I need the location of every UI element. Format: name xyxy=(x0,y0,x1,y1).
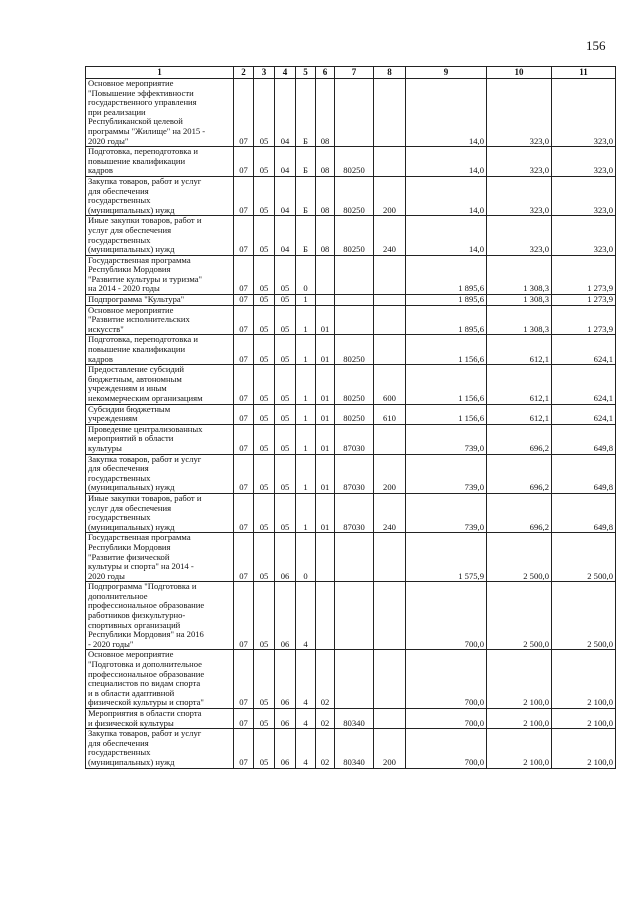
expense-code: 80340 xyxy=(335,729,374,768)
subsection-code: 05 xyxy=(254,216,275,255)
amount-col-11: 624,1 xyxy=(552,404,616,424)
subsection-code: 05 xyxy=(254,335,275,365)
expense-code xyxy=(335,255,374,294)
amount-col-11: 2 500,0 xyxy=(552,582,616,650)
subsection-code-2: 04 xyxy=(275,79,296,147)
subsection-code: 05 xyxy=(254,729,275,768)
amount-col-11: 2 100,0 xyxy=(552,729,616,768)
expense-code: 80250 xyxy=(335,365,374,404)
expense-code: 87030 xyxy=(335,424,374,454)
program-code: 1 xyxy=(296,365,316,404)
amount-col-11: 1 273,9 xyxy=(552,255,616,294)
amount-col-9: 1 156,6 xyxy=(406,404,487,424)
expense-code xyxy=(335,533,374,582)
row-name: Иные закупки товаров, работ и услуг для обеспечения государственных (муниципальных) нужд xyxy=(86,216,234,255)
row-name: Государственная программа Республики Мордовия "Развитие культуры и туризма" на 2014 - 2020 годы xyxy=(86,255,234,294)
event-code xyxy=(316,295,335,306)
expense-code xyxy=(335,650,374,709)
program-code: 1 xyxy=(296,295,316,306)
row-name: Основное мероприятие "Повышение эффективности государственного управления при реализации Республиканской целевой программы "Жилище" на 2015 - 2020 годы" xyxy=(86,79,234,147)
amount-col-10: 323,0 xyxy=(487,147,552,177)
type-code xyxy=(374,295,406,306)
amount-col-10: 1 308,3 xyxy=(487,255,552,294)
type-code xyxy=(374,709,406,729)
budget-table xyxy=(85,66,616,769)
row-name: Субсидии бюджетным учреждениям xyxy=(86,404,234,424)
event-code: 02 xyxy=(316,650,335,709)
type-code xyxy=(374,305,406,335)
event-code: 01 xyxy=(316,335,335,365)
section-code: 07 xyxy=(234,493,254,532)
amount-col-10: 2 100,0 xyxy=(487,729,552,768)
table-row xyxy=(86,454,616,493)
subsection-code-2: 04 xyxy=(275,176,296,215)
subsection-code-2: 06 xyxy=(275,582,296,650)
table-row xyxy=(86,79,616,147)
subsection-code-2: 05 xyxy=(275,295,296,306)
table-row xyxy=(86,305,616,335)
program-code: Б xyxy=(296,147,316,177)
section-code: 07 xyxy=(234,147,254,177)
column-header: 2 xyxy=(234,67,254,79)
subsection-code: 05 xyxy=(254,305,275,335)
program-code: 4 xyxy=(296,729,316,768)
type-code xyxy=(374,79,406,147)
expense-code xyxy=(335,305,374,335)
subsection-code-2: 05 xyxy=(275,424,296,454)
program-code: 1 xyxy=(296,454,316,493)
expense-code: 80250 xyxy=(335,147,374,177)
amount-col-11: 2 500,0 xyxy=(552,533,616,582)
expense-code xyxy=(335,79,374,147)
amount-col-9: 14,0 xyxy=(406,79,487,147)
amount-col-10: 2 100,0 xyxy=(487,650,552,709)
type-code: 240 xyxy=(374,216,406,255)
row-name: Подпрограмма "Подготовка и дополнительное профессиональное образование работников физкультурно- спортивных организаций Республики Мордовия" на 2016 - 2020 годы" xyxy=(86,582,234,650)
subsection-code: 05 xyxy=(254,533,275,582)
amount-col-11: 624,1 xyxy=(552,335,616,365)
subsection-code: 05 xyxy=(254,493,275,532)
program-code: 4 xyxy=(296,650,316,709)
amount-col-9: 1 156,6 xyxy=(406,335,487,365)
amount-col-11: 323,0 xyxy=(552,176,616,215)
subsection-code-2: 04 xyxy=(275,147,296,177)
type-code xyxy=(374,147,406,177)
subsection-code: 05 xyxy=(254,404,275,424)
type-code: 200 xyxy=(374,729,406,768)
subsection-code-2: 05 xyxy=(275,255,296,294)
event-code: 01 xyxy=(316,493,335,532)
subsection-code-2: 06 xyxy=(275,709,296,729)
event-code: 01 xyxy=(316,365,335,404)
program-code: 1 xyxy=(296,335,316,365)
program-code: 0 xyxy=(296,255,316,294)
program-code: 0 xyxy=(296,533,316,582)
amount-col-9: 14,0 xyxy=(406,216,487,255)
amount-col-11: 1 273,9 xyxy=(552,295,616,306)
section-code: 07 xyxy=(234,216,254,255)
column-header: 6 xyxy=(316,67,335,79)
amount-col-9: 14,0 xyxy=(406,176,487,215)
section-code: 07 xyxy=(234,709,254,729)
column-header: 4 xyxy=(275,67,296,79)
header-row xyxy=(86,67,616,79)
section-code: 07 xyxy=(234,305,254,335)
subsection-code: 05 xyxy=(254,295,275,306)
column-header: 5 xyxy=(296,67,316,79)
program-code: Б xyxy=(296,79,316,147)
amount-col-10: 1 308,3 xyxy=(487,295,552,306)
amount-col-9: 1 895,6 xyxy=(406,295,487,306)
program-code: Б xyxy=(296,176,316,215)
subsection-code: 05 xyxy=(254,255,275,294)
column-header: 11 xyxy=(552,67,616,79)
row-name: Подготовка, переподготовка и повышение квалификации кадров xyxy=(86,147,234,177)
row-name: Проведение централизованных мероприятий в области культуры xyxy=(86,424,234,454)
table-row xyxy=(86,493,616,532)
subsection-code: 05 xyxy=(254,454,275,493)
row-name: Предоставление субсидий бюджетным, автономным учреждениям и иным некоммерческим организациям xyxy=(86,365,234,404)
page-number: 156 xyxy=(586,38,606,53)
amount-col-11: 624,1 xyxy=(552,365,616,404)
type-code: 600 xyxy=(374,365,406,404)
row-name: Иные закупки товаров, работ и услуг для обеспечения государственных (муниципальных) нужд xyxy=(86,493,234,532)
row-name: Основное мероприятие "Подготовка и дополнительное профессиональное образование специалистов по видам спорта и в области адаптивной физической культуры и спорта" xyxy=(86,650,234,709)
event-code: 01 xyxy=(316,305,335,335)
table-row xyxy=(86,533,616,582)
amount-col-9: 739,0 xyxy=(406,493,487,532)
event-code xyxy=(316,582,335,650)
type-code: 200 xyxy=(374,454,406,493)
event-code xyxy=(316,533,335,582)
amount-col-10: 1 308,3 xyxy=(487,305,552,335)
amount-col-9: 700,0 xyxy=(406,729,487,768)
row-name: Подпрограмма "Культура" xyxy=(86,295,234,306)
amount-col-11: 323,0 xyxy=(552,216,616,255)
subsection-code-2: 04 xyxy=(275,216,296,255)
expense-code: 80250 xyxy=(335,216,374,255)
section-code: 07 xyxy=(234,404,254,424)
type-code xyxy=(374,582,406,650)
section-code: 07 xyxy=(234,533,254,582)
event-code: 08 xyxy=(316,216,335,255)
table-row xyxy=(86,255,616,294)
subsection-code-2: 05 xyxy=(275,335,296,365)
event-code: 01 xyxy=(316,424,335,454)
expense-code: 80250 xyxy=(335,404,374,424)
row-name: Закупка товаров, работ и услуг для обеспечения государственных (муниципальных) нужд xyxy=(86,729,234,768)
table-row xyxy=(86,404,616,424)
amount-col-11: 323,0 xyxy=(552,147,616,177)
section-code: 07 xyxy=(234,365,254,404)
amount-col-9: 1 575,9 xyxy=(406,533,487,582)
amount-col-9: 14,0 xyxy=(406,147,487,177)
expense-code: 80340 xyxy=(335,709,374,729)
section-code: 07 xyxy=(234,295,254,306)
row-name: Подготовка, переподготовка и повышение квалификации кадров xyxy=(86,335,234,365)
amount-col-10: 2 100,0 xyxy=(487,709,552,729)
section-code: 07 xyxy=(234,424,254,454)
amount-col-11: 2 100,0 xyxy=(552,650,616,709)
amount-col-11: 649,8 xyxy=(552,454,616,493)
type-code: 240 xyxy=(374,493,406,532)
amount-col-11: 649,8 xyxy=(552,424,616,454)
amount-col-10: 696,2 xyxy=(487,493,552,532)
program-code: 4 xyxy=(296,582,316,650)
column-header: 9 xyxy=(406,67,487,79)
subsection-code-2: 06 xyxy=(275,650,296,709)
row-name: Мероприятия в области спорта и физической культуры xyxy=(86,709,234,729)
subsection-code: 05 xyxy=(254,365,275,404)
amount-col-9: 700,0 xyxy=(406,582,487,650)
section-code: 07 xyxy=(234,729,254,768)
type-code xyxy=(374,255,406,294)
amount-col-9: 700,0 xyxy=(406,650,487,709)
event-code: 08 xyxy=(316,147,335,177)
amount-col-11: 1 273,9 xyxy=(552,305,616,335)
amount-col-9: 700,0 xyxy=(406,709,487,729)
table-row xyxy=(86,709,616,729)
amount-col-9: 739,0 xyxy=(406,424,487,454)
program-code: 4 xyxy=(296,709,316,729)
row-name: Закупка товаров, работ и услуг для обеспечения государственных (муниципальных) нужд xyxy=(86,454,234,493)
event-code: 01 xyxy=(316,404,335,424)
event-code: 08 xyxy=(316,176,335,215)
table-row xyxy=(86,335,616,365)
column-header: 1 xyxy=(86,67,234,79)
amount-col-10: 696,2 xyxy=(487,424,552,454)
amount-col-10: 2 500,0 xyxy=(487,533,552,582)
event-code: 01 xyxy=(316,454,335,493)
event-code xyxy=(316,255,335,294)
type-code: 610 xyxy=(374,404,406,424)
section-code: 07 xyxy=(234,335,254,365)
type-code xyxy=(374,650,406,709)
amount-col-10: 323,0 xyxy=(487,176,552,215)
subsection-code-2: 05 xyxy=(275,454,296,493)
amount-col-11: 2 100,0 xyxy=(552,709,616,729)
row-name: Закупка товаров, работ и услуг для обеспечения государственных (муниципальных) нужд xyxy=(86,176,234,215)
subsection-code: 05 xyxy=(254,650,275,709)
type-code xyxy=(374,424,406,454)
amount-col-9: 1 156,6 xyxy=(406,365,487,404)
expense-code: 80250 xyxy=(335,335,374,365)
table-row xyxy=(86,729,616,768)
subsection-code-2: 05 xyxy=(275,493,296,532)
section-code: 07 xyxy=(234,176,254,215)
amount-col-10: 323,0 xyxy=(487,79,552,147)
amount-col-11: 323,0 xyxy=(552,79,616,147)
table-row xyxy=(86,216,616,255)
row-name: Государственная программа Республики Мордовия "Развитие физической культуры и спорта" на 2014 - 2020 годы xyxy=(86,533,234,582)
type-code xyxy=(374,335,406,365)
program-code: 1 xyxy=(296,493,316,532)
program-code: 1 xyxy=(296,305,316,335)
expense-code xyxy=(335,582,374,650)
amount-col-10: 612,1 xyxy=(487,335,552,365)
column-header: 8 xyxy=(374,67,406,79)
table-row xyxy=(86,176,616,215)
subsection-code: 05 xyxy=(254,79,275,147)
program-code: Б xyxy=(296,216,316,255)
amount-col-10: 612,1 xyxy=(487,365,552,404)
program-code: 1 xyxy=(296,404,316,424)
event-code: 08 xyxy=(316,79,335,147)
expense-code: 80250 xyxy=(335,176,374,215)
subsection-code: 05 xyxy=(254,176,275,215)
section-code: 07 xyxy=(234,582,254,650)
amount-col-10: 323,0 xyxy=(487,216,552,255)
table-row xyxy=(86,147,616,177)
subsection-code: 05 xyxy=(254,709,275,729)
subsection-code-2: 06 xyxy=(275,533,296,582)
amount-col-9: 1 895,6 xyxy=(406,305,487,335)
subsection-code: 05 xyxy=(254,582,275,650)
subsection-code-2: 06 xyxy=(275,729,296,768)
event-code: 02 xyxy=(316,709,335,729)
subsection-code-2: 05 xyxy=(275,305,296,335)
expense-code: 87030 xyxy=(335,454,374,493)
table-row xyxy=(86,365,616,404)
subsection-code: 05 xyxy=(254,147,275,177)
amount-col-10: 612,1 xyxy=(487,404,552,424)
expense-code xyxy=(335,295,374,306)
type-code: 200 xyxy=(374,176,406,215)
amount-col-10: 696,2 xyxy=(487,454,552,493)
table-row xyxy=(86,424,616,454)
type-code xyxy=(374,533,406,582)
section-code: 07 xyxy=(234,79,254,147)
amount-col-10: 2 500,0 xyxy=(487,582,552,650)
section-code: 07 xyxy=(234,454,254,493)
subsection-code-2: 05 xyxy=(275,404,296,424)
table-row xyxy=(86,295,616,306)
event-code: 02 xyxy=(316,729,335,768)
expense-code: 87030 xyxy=(335,493,374,532)
amount-col-11: 649,8 xyxy=(552,493,616,532)
table-row xyxy=(86,650,616,709)
table-row xyxy=(86,582,616,650)
subsection-code: 05 xyxy=(254,424,275,454)
section-code: 07 xyxy=(234,650,254,709)
amount-col-9: 1 895,6 xyxy=(406,255,487,294)
row-name: Основное мероприятие "Развитие исполнительских искусств" xyxy=(86,305,234,335)
column-header: 10 xyxy=(487,67,552,79)
amount-col-9: 739,0 xyxy=(406,454,487,493)
section-code: 07 xyxy=(234,255,254,294)
program-code: 1 xyxy=(296,424,316,454)
column-header: 3 xyxy=(254,67,275,79)
subsection-code-2: 05 xyxy=(275,365,296,404)
column-header: 7 xyxy=(335,67,374,79)
